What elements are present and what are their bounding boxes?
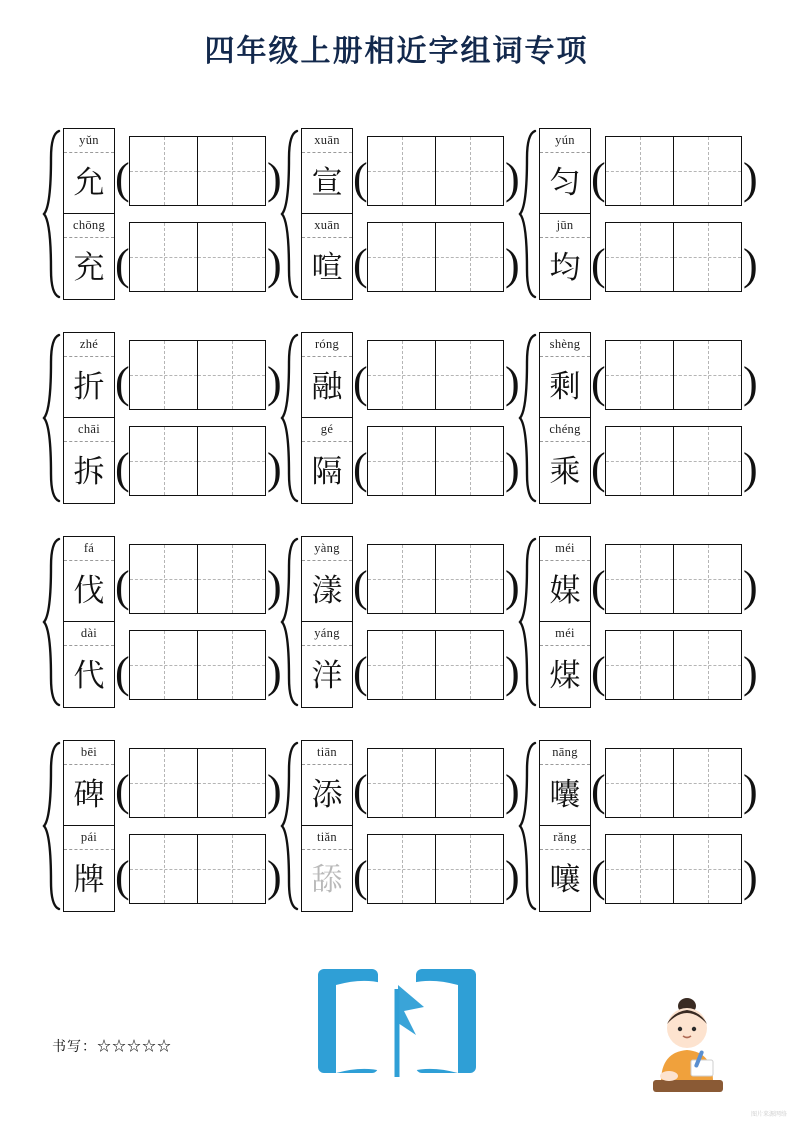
writing-cell[interactable] bbox=[435, 341, 503, 409]
writing-boxes[interactable] bbox=[367, 544, 504, 614]
brace-icon bbox=[280, 740, 300, 912]
pinyin-label: yàng bbox=[302, 537, 352, 561]
open-paren: ( bbox=[591, 154, 606, 203]
answer-area bbox=[115, 826, 280, 912]
writing-cell[interactable] bbox=[197, 545, 265, 613]
pinyin-label: yáng bbox=[302, 622, 352, 646]
close-paren: ) bbox=[505, 240, 520, 289]
answer-area bbox=[115, 332, 280, 418]
character-cell bbox=[539, 622, 591, 708]
open-paren: ( bbox=[353, 648, 368, 697]
open-paren: ( bbox=[591, 648, 606, 697]
open-paren: ( bbox=[353, 852, 368, 901]
answer-area bbox=[353, 826, 518, 912]
writing-cell[interactable] bbox=[130, 427, 197, 495]
pinyin-label: yún bbox=[540, 129, 590, 153]
open-paren: ( bbox=[353, 562, 368, 611]
pinyin-label: shèng bbox=[540, 333, 590, 357]
worksheet-grid bbox=[42, 128, 758, 944]
pair-entries bbox=[301, 740, 518, 912]
writing-boxes[interactable] bbox=[129, 834, 266, 904]
open-paren: ( bbox=[591, 562, 606, 611]
writing-cell[interactable] bbox=[197, 835, 265, 903]
close-paren: ) bbox=[743, 648, 758, 697]
writing-boxes[interactable] bbox=[605, 630, 742, 700]
character-cell bbox=[301, 418, 353, 504]
character-pair-block bbox=[280, 332, 518, 504]
writing-boxes[interactable] bbox=[367, 340, 504, 410]
open-paren: ( bbox=[115, 852, 130, 901]
open-paren: ( bbox=[353, 766, 368, 815]
hanzi-character: 添 bbox=[311, 776, 343, 812]
pair-entries bbox=[301, 128, 518, 300]
writing-boxes[interactable] bbox=[605, 340, 742, 410]
close-paren: ) bbox=[267, 648, 282, 697]
character-entry bbox=[63, 536, 280, 622]
close-paren: ) bbox=[743, 444, 758, 493]
open-paren: ( bbox=[353, 444, 368, 493]
answer-area bbox=[591, 332, 756, 418]
answer-area bbox=[115, 536, 280, 622]
writing-cell[interactable] bbox=[673, 749, 741, 817]
character-cell bbox=[63, 740, 115, 826]
hanzi-character: 允 bbox=[73, 164, 105, 200]
character-cell bbox=[539, 536, 591, 622]
character-pair-block bbox=[280, 128, 518, 300]
character-entry bbox=[539, 536, 756, 622]
writing-cell[interactable] bbox=[197, 749, 265, 817]
hanzi-character: 牌 bbox=[73, 862, 105, 897]
open-paren: ( bbox=[115, 766, 130, 815]
writing-boxes[interactable] bbox=[367, 426, 504, 496]
writing-boxes[interactable] bbox=[367, 136, 504, 206]
writing-boxes[interactable] bbox=[129, 544, 266, 614]
character-pair-block bbox=[42, 332, 280, 504]
answer-area bbox=[353, 128, 518, 214]
brace-icon bbox=[280, 332, 300, 504]
pair-entries bbox=[301, 536, 518, 708]
close-paren: ) bbox=[743, 240, 758, 289]
writing-boxes[interactable] bbox=[605, 136, 742, 206]
writing-cell[interactable] bbox=[368, 137, 435, 205]
writing-boxes[interactable] bbox=[129, 630, 266, 700]
page-title: 四年级上册相近字组词专项 bbox=[204, 35, 589, 68]
character-cell bbox=[301, 740, 353, 826]
writing-cell[interactable] bbox=[673, 427, 741, 495]
close-paren: ) bbox=[505, 648, 520, 697]
character-cell bbox=[539, 128, 591, 214]
answer-area bbox=[591, 536, 756, 622]
character-entry bbox=[63, 740, 280, 826]
hanzi-character: 漾 bbox=[311, 572, 343, 608]
close-paren: ) bbox=[505, 562, 520, 611]
character-entry bbox=[63, 214, 280, 300]
hanzi-character: 充 bbox=[73, 250, 105, 285]
hanzi-character: 代 bbox=[73, 658, 105, 693]
pinyin-label: tiǎn bbox=[302, 826, 352, 850]
answer-area bbox=[115, 418, 280, 504]
pinyin-label: dài bbox=[64, 622, 114, 646]
answer-area bbox=[353, 536, 518, 622]
worksheet-row bbox=[42, 740, 758, 912]
character-cell bbox=[63, 128, 115, 214]
writing-cell[interactable] bbox=[606, 631, 673, 699]
writing-boxes[interactable] bbox=[129, 136, 266, 206]
writing-cell[interactable] bbox=[130, 545, 197, 613]
character-entry bbox=[301, 128, 518, 214]
close-paren: ) bbox=[505, 358, 520, 407]
writing-cell[interactable] bbox=[673, 223, 741, 291]
answer-area bbox=[353, 418, 518, 504]
answer-area bbox=[353, 622, 518, 708]
hanzi-character: 拆 bbox=[73, 454, 105, 489]
writing-cell[interactable] bbox=[673, 545, 741, 613]
writing-cell[interactable] bbox=[368, 631, 435, 699]
pinyin-label: chéng bbox=[540, 418, 590, 442]
character-pair-block bbox=[280, 536, 518, 708]
character-pair-block bbox=[280, 740, 518, 912]
pinyin-label: yǔn bbox=[64, 129, 114, 153]
writing-boxes[interactable] bbox=[367, 222, 504, 292]
close-paren: ) bbox=[505, 444, 520, 493]
character-entry bbox=[539, 740, 756, 826]
writing-cell[interactable] bbox=[197, 631, 265, 699]
open-paren: ( bbox=[115, 648, 130, 697]
brace-icon bbox=[280, 536, 300, 708]
character-entry bbox=[301, 536, 518, 622]
character-entry bbox=[539, 128, 756, 214]
answer-area bbox=[591, 128, 756, 214]
rating-stars: ☆☆☆☆☆ bbox=[97, 1040, 172, 1055]
character-entry bbox=[301, 622, 518, 708]
pinyin-label: jūn bbox=[540, 214, 590, 238]
writing-cell[interactable] bbox=[435, 749, 503, 817]
answer-area bbox=[115, 622, 280, 708]
answer-area bbox=[115, 214, 280, 300]
writing-cell[interactable] bbox=[606, 427, 673, 495]
pair-entries bbox=[539, 536, 756, 708]
open-paren: ( bbox=[591, 444, 606, 493]
character-entry bbox=[539, 622, 756, 708]
close-paren: ) bbox=[505, 852, 520, 901]
writing-cell[interactable] bbox=[435, 835, 503, 903]
hanzi-character: 折 bbox=[73, 368, 105, 404]
open-book-watermark bbox=[312, 955, 482, 1095]
brace-icon bbox=[518, 128, 538, 300]
pinyin-label: nāng bbox=[540, 741, 590, 765]
hanzi-character: 隔 bbox=[311, 454, 343, 489]
close-paren: ) bbox=[743, 562, 758, 611]
brace-icon bbox=[518, 740, 538, 912]
character-entry bbox=[301, 332, 518, 418]
hanzi-character: 嚷 bbox=[549, 862, 581, 897]
writing-cell[interactable] bbox=[606, 341, 673, 409]
writing-boxes[interactable] bbox=[367, 834, 504, 904]
writing-cell[interactable] bbox=[130, 137, 197, 205]
handwriting-label: 书写： bbox=[52, 1040, 97, 1055]
character-cell bbox=[63, 536, 115, 622]
close-paren: ) bbox=[505, 766, 520, 815]
close-paren: ) bbox=[505, 154, 520, 203]
close-paren: ) bbox=[743, 358, 758, 407]
character-cell bbox=[63, 622, 115, 708]
open-paren: ( bbox=[115, 358, 130, 407]
character-entry bbox=[301, 418, 518, 504]
hanzi-character: 囔 bbox=[549, 776, 581, 812]
close-paren: ) bbox=[267, 358, 282, 407]
open-paren: ( bbox=[115, 444, 130, 493]
character-pair-block bbox=[518, 740, 756, 912]
brace-icon bbox=[42, 128, 62, 300]
student-illustration bbox=[639, 990, 735, 1100]
character-cell bbox=[63, 332, 115, 418]
writing-cell[interactable] bbox=[435, 137, 503, 205]
pinyin-label: xuān bbox=[302, 129, 352, 153]
writing-cell[interactable] bbox=[197, 427, 265, 495]
writing-boxes[interactable] bbox=[367, 748, 504, 818]
pinyin-label: zhé bbox=[64, 333, 114, 357]
hanzi-character: 均 bbox=[549, 250, 581, 285]
character-pair-block bbox=[42, 536, 280, 708]
writing-cell[interactable] bbox=[368, 427, 435, 495]
pinyin-label: chōng bbox=[64, 214, 114, 238]
writing-cell[interactable] bbox=[606, 223, 673, 291]
writing-boxes[interactable] bbox=[129, 748, 266, 818]
writing-cell[interactable] bbox=[435, 223, 503, 291]
writing-boxes[interactable] bbox=[605, 544, 742, 614]
open-paren: ( bbox=[591, 766, 606, 815]
pinyin-label: róng bbox=[302, 333, 352, 357]
writing-boxes[interactable] bbox=[129, 340, 266, 410]
close-paren: ) bbox=[267, 444, 282, 493]
open-paren: ( bbox=[353, 358, 368, 407]
writing-cell[interactable] bbox=[606, 749, 673, 817]
character-pair-block bbox=[518, 128, 756, 300]
character-cell bbox=[301, 214, 353, 300]
writing-boxes[interactable] bbox=[129, 222, 266, 292]
pinyin-label: fá bbox=[64, 537, 114, 561]
writing-cell[interactable] bbox=[606, 137, 673, 205]
hanzi-character: 舔 bbox=[311, 862, 343, 897]
character-pair-block bbox=[42, 740, 280, 912]
answer-area bbox=[591, 622, 756, 708]
writing-cell[interactable] bbox=[130, 749, 197, 817]
writing-cell[interactable] bbox=[673, 137, 741, 205]
answer-area bbox=[353, 214, 518, 300]
character-cell bbox=[63, 826, 115, 912]
answer-area bbox=[591, 826, 756, 912]
close-paren: ) bbox=[743, 852, 758, 901]
pinyin-label: xuān bbox=[302, 214, 352, 238]
hanzi-character: 煤 bbox=[549, 658, 581, 693]
close-paren: ) bbox=[267, 562, 282, 611]
pair-entries bbox=[63, 332, 280, 504]
writing-boxes[interactable] bbox=[605, 426, 742, 496]
pinyin-label: gé bbox=[302, 418, 352, 442]
writing-cell[interactable] bbox=[368, 223, 435, 291]
pinyin-label: méi bbox=[540, 537, 590, 561]
brace-icon bbox=[518, 536, 538, 708]
hanzi-character: 宣 bbox=[311, 164, 343, 200]
writing-cell[interactable] bbox=[130, 835, 197, 903]
character-entry bbox=[539, 418, 756, 504]
writing-cell[interactable] bbox=[197, 341, 265, 409]
brace-icon bbox=[42, 332, 62, 504]
answer-area bbox=[115, 740, 280, 826]
writing-cell[interactable] bbox=[130, 341, 197, 409]
character-pair-block bbox=[42, 128, 280, 300]
brace-icon bbox=[518, 332, 538, 504]
character-entry bbox=[301, 214, 518, 300]
character-entry bbox=[63, 622, 280, 708]
character-pair-block bbox=[518, 536, 756, 708]
writing-cell[interactable] bbox=[606, 835, 673, 903]
pair-entries bbox=[539, 128, 756, 300]
brace-icon bbox=[280, 128, 300, 300]
character-cell bbox=[539, 826, 591, 912]
hanzi-character: 融 bbox=[311, 368, 343, 404]
brace-icon bbox=[42, 740, 62, 912]
pinyin-label: rǎng bbox=[540, 826, 590, 850]
character-cell bbox=[539, 740, 591, 826]
character-cell bbox=[63, 214, 115, 300]
close-paren: ) bbox=[743, 154, 758, 203]
close-paren: ) bbox=[267, 154, 282, 203]
answer-area bbox=[115, 128, 280, 214]
pinyin-label: pái bbox=[64, 826, 114, 850]
close-paren: ) bbox=[267, 766, 282, 815]
open-paren: ( bbox=[353, 240, 368, 289]
writing-cell[interactable] bbox=[130, 223, 197, 291]
pinyin-label: chāi bbox=[64, 418, 114, 442]
character-cell bbox=[301, 536, 353, 622]
pair-entries bbox=[63, 128, 280, 300]
writing-cell[interactable] bbox=[673, 835, 741, 903]
open-paren: ( bbox=[353, 154, 368, 203]
pair-entries bbox=[63, 536, 280, 708]
writing-cell[interactable] bbox=[197, 137, 265, 205]
pinyin-label: tiān bbox=[302, 741, 352, 765]
writing-boxes[interactable] bbox=[605, 222, 742, 292]
writing-cell[interactable] bbox=[368, 341, 435, 409]
character-cell bbox=[301, 826, 353, 912]
hanzi-character: 洋 bbox=[311, 658, 343, 693]
answer-area bbox=[591, 418, 756, 504]
writing-cell[interactable] bbox=[673, 631, 741, 699]
hanzi-character: 伐 bbox=[73, 572, 105, 608]
hanzi-character: 碑 bbox=[73, 776, 105, 812]
writing-boxes[interactable] bbox=[605, 834, 742, 904]
source-watermark-text: 图片来源网络 bbox=[750, 1112, 787, 1118]
character-entry bbox=[63, 826, 280, 912]
brace-icon bbox=[42, 536, 62, 708]
writing-cell[interactable] bbox=[368, 545, 435, 613]
character-cell bbox=[301, 128, 353, 214]
open-paren: ( bbox=[115, 562, 130, 611]
hanzi-character: 剩 bbox=[549, 368, 581, 404]
character-cell bbox=[301, 332, 353, 418]
writing-boxes[interactable] bbox=[367, 630, 504, 700]
character-pair-block bbox=[518, 332, 756, 504]
writing-cell[interactable] bbox=[435, 545, 503, 613]
answer-area bbox=[591, 214, 756, 300]
character-entry bbox=[539, 332, 756, 418]
worksheet-row bbox=[42, 332, 758, 504]
character-cell bbox=[539, 418, 591, 504]
worksheet-row bbox=[42, 128, 758, 300]
pair-entries bbox=[539, 740, 756, 912]
writing-boxes[interactable] bbox=[605, 748, 742, 818]
answer-area bbox=[353, 332, 518, 418]
writing-cell[interactable] bbox=[130, 631, 197, 699]
writing-cell[interactable] bbox=[435, 631, 503, 699]
answer-area bbox=[353, 740, 518, 826]
hanzi-character: 匀 bbox=[549, 164, 581, 200]
character-entry bbox=[63, 128, 280, 214]
hanzi-character: 乘 bbox=[549, 454, 581, 489]
writing-boxes[interactable] bbox=[129, 426, 266, 496]
writing-cell[interactable] bbox=[435, 427, 503, 495]
character-entry bbox=[539, 214, 756, 300]
close-paren: ) bbox=[743, 766, 758, 815]
character-entry bbox=[63, 332, 280, 418]
writing-cell[interactable] bbox=[197, 223, 265, 291]
pair-entries bbox=[539, 332, 756, 504]
hanzi-character: 喧 bbox=[311, 250, 343, 285]
character-entry bbox=[539, 826, 756, 912]
open-paren: ( bbox=[591, 240, 606, 289]
pair-entries bbox=[63, 740, 280, 912]
close-paren: ) bbox=[267, 240, 282, 289]
character-entry bbox=[63, 418, 280, 504]
writing-cell[interactable] bbox=[606, 545, 673, 613]
character-cell bbox=[539, 214, 591, 300]
character-cell bbox=[63, 418, 115, 504]
character-cell bbox=[539, 332, 591, 418]
open-paren: ( bbox=[115, 154, 130, 203]
worksheet-row bbox=[42, 536, 758, 708]
open-paren: ( bbox=[591, 358, 606, 407]
writing-cell[interactable] bbox=[368, 835, 435, 903]
open-paren: ( bbox=[115, 240, 130, 289]
pinyin-label: bēi bbox=[64, 741, 114, 765]
answer-area bbox=[591, 740, 756, 826]
hanzi-character: 媒 bbox=[549, 572, 581, 608]
open-paren: ( bbox=[591, 852, 606, 901]
pair-entries bbox=[301, 332, 518, 504]
pinyin-label: méi bbox=[540, 622, 590, 646]
character-entry bbox=[301, 740, 518, 826]
character-cell bbox=[301, 622, 353, 708]
writing-cell[interactable] bbox=[368, 749, 435, 817]
writing-cell[interactable] bbox=[673, 341, 741, 409]
character-entry bbox=[301, 826, 518, 912]
handwriting-rating bbox=[52, 1036, 172, 1056]
close-paren: ) bbox=[267, 852, 282, 901]
